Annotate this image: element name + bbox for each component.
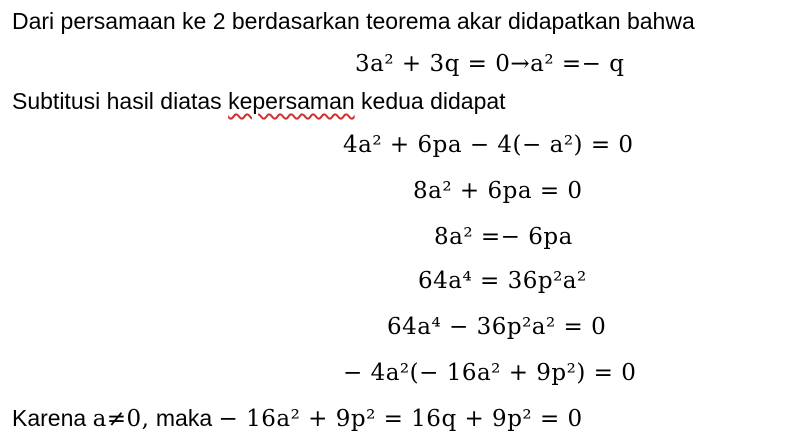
conclusion-math-result: − 16a² + 9p² = 16q + 9p² = 0 <box>218 406 583 432</box>
equation-4: 8a² =− 6pa <box>434 224 573 250</box>
intro-sentence: Dari persamaan ke 2 berdasarkan teorema akar didapatkan bahwa <box>12 8 695 34</box>
conclusion-text-middle: maka <box>149 405 219 431</box>
equation-1: 3a² + 3q = 0→a² =− q <box>355 51 625 77</box>
misspelled-word[interactable]: kepersaman <box>228 88 355 114</box>
conclusion-text-start: Karena <box>12 405 93 431</box>
equation-2: 4a² + 6pa − 4(− a²) = 0 <box>343 132 634 158</box>
equation-3: 8a² + 6pa = 0 <box>413 178 583 204</box>
substitution-sentence <box>12 90 506 113</box>
equation-5: 64a⁴ = 36p²a² <box>418 268 587 294</box>
substitution-text-start: Subtitusi hasil diatas <box>12 88 229 114</box>
substitution-text-end: kedua didapat <box>354 88 506 114</box>
conclusion-sentence <box>12 407 583 431</box>
equation-6: 64a⁴ − 36p²a² = 0 <box>387 314 607 340</box>
conclusion-math-condition: a≠0, <box>92 406 150 432</box>
equation-7: − 4a²(− 16a² + 9p²) = 0 <box>343 360 637 386</box>
